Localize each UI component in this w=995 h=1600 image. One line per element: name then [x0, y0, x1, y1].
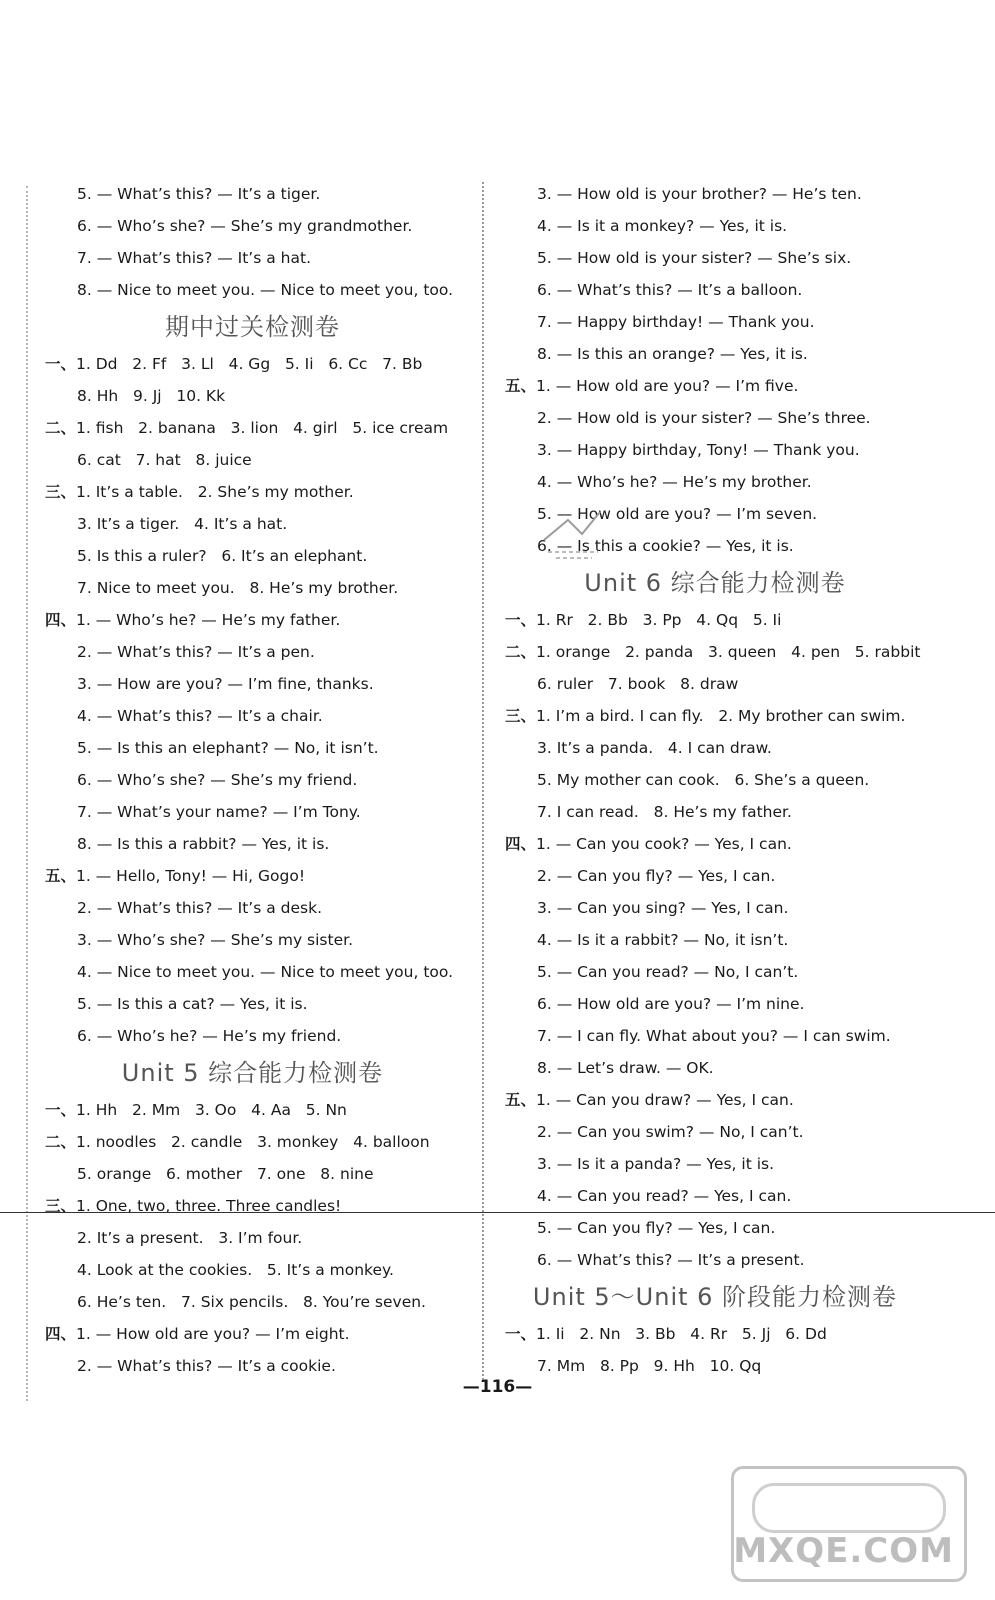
- answer-text: 4. — What’s this? — It’s a chair.: [77, 707, 323, 725]
- answer-line: [505, 860, 925, 892]
- answer-text: 5. — Can you read? — No, I can’t.: [537, 963, 799, 981]
- answer-line: [45, 668, 460, 700]
- stamp-mark-icon: [538, 500, 608, 570]
- answer-text: 2. It’s a present. 3. I’m four.: [77, 1229, 303, 1247]
- binding-margin-line: [26, 186, 28, 1401]
- answer-line: [505, 274, 925, 306]
- section-number: 一、: [45, 354, 77, 373]
- answer-text: 3. — Is it a panda? — Yes, it is.: [537, 1155, 775, 1173]
- answer-text: 6. — What’s this? — It’s a balloon.: [537, 281, 803, 299]
- answer-text: 8. — Let’s draw. — OK.: [537, 1059, 714, 1077]
- answer-line: [45, 732, 460, 764]
- answer-line: [45, 892, 460, 924]
- answer-line: [505, 668, 925, 700]
- answer-text: 8. Hh 9. Jj 10. Kk: [77, 387, 226, 405]
- answer-text: 6. — Who’s he? — He’s my friend.: [77, 1027, 342, 1045]
- answer-text: 6. cat 7. hat 8. juice: [77, 451, 252, 469]
- answer-line: [45, 1190, 460, 1222]
- answer-line: [505, 178, 925, 210]
- answer-line: [45, 956, 460, 988]
- answer-text: 1. I’m a bird. I can fly. 2. My brother can swim.: [536, 707, 906, 725]
- section-number: 四、: [45, 610, 77, 629]
- section-number: 二、: [45, 418, 77, 437]
- answer-line: [45, 700, 460, 732]
- answer-text: 5. orange 6. mother 7. one 8. nine: [77, 1165, 374, 1183]
- section-heading: 期中过关检测卷: [165, 313, 340, 341]
- answer-text: 1. — Can you cook? — Yes, I can.: [536, 835, 792, 853]
- answer-text: 5. — How old is your sister? — She’s six.: [537, 249, 852, 267]
- answer-line: [45, 444, 460, 476]
- section-number: 三、: [45, 482, 77, 501]
- answer-line: [45, 796, 460, 828]
- answer-line: [45, 1158, 460, 1190]
- answer-line: [45, 210, 460, 242]
- answer-line: [505, 1244, 925, 1276]
- answer-line: [45, 508, 460, 540]
- answer-line: [45, 604, 460, 636]
- answer-text: 5. — Is this an elephant? — No, it isn’t.: [77, 739, 379, 757]
- answer-text: 5. Is this a ruler? 6. It’s an elephant.: [77, 547, 368, 565]
- answer-text: 1. fish 2. banana 3. lion 4. girl 5. ice cream: [76, 419, 449, 437]
- answer-text: 5. — Can you fly? — Yes, I can.: [537, 1219, 776, 1237]
- section-number: 五、: [45, 866, 77, 885]
- answer-text: 2. — What’s this? — It’s a pen.: [77, 643, 315, 661]
- scan-artifact-line: [0, 1212, 995, 1213]
- answer-text: 4. — Who’s he? — He’s my brother.: [537, 473, 812, 491]
- answer-text: 1. Hh 2. Mm 3. Oo 4. Aa 5. Nn: [76, 1101, 347, 1119]
- answer-line: [505, 1116, 925, 1148]
- answer-text: 8. — Nice to meet you. — Nice to meet you, too.: [77, 281, 454, 299]
- answer-text: 5. My mother can cook. 6. She’s a queen.: [537, 771, 870, 789]
- answer-text: 6. He’s ten. 7. Six pencils. 8. You’re seven.: [77, 1293, 426, 1311]
- answer-text: 5. — How old are you? — I’m seven.: [537, 505, 818, 523]
- answer-text: 7. — What’s your name? — I’m Tony.: [77, 803, 361, 821]
- watermark-text: MXQE.COM: [733, 1531, 954, 1571]
- answer-line: [505, 604, 925, 636]
- answer-line: [45, 1286, 460, 1318]
- answer-text: 1. noodles 2. candle 3. monkey 4. balloon: [76, 1133, 430, 1151]
- answer-text: 6. — Who’s she? — She’s my friend.: [77, 771, 358, 789]
- answer-text: 3. It’s a tiger. 4. It’s a hat.: [77, 515, 288, 533]
- answer-line: [505, 1318, 925, 1350]
- answer-text: 6. — Is this a cookie? — Yes, it is.: [537, 537, 794, 555]
- answer-text: 7. Nice to meet you. 8. He’s my brother.: [77, 579, 399, 597]
- answer-text: 2. — How old is your sister? — She’s three.: [537, 409, 871, 427]
- answer-text: 3. — How are you? — I’m fine, thanks.: [77, 675, 374, 693]
- answer-text: 8. — Is this an orange? — Yes, it is.: [537, 345, 808, 363]
- page-number: —116—: [462, 1377, 533, 1397]
- section-number: 四、: [505, 834, 537, 853]
- answer-text: 3. — Happy birthday, Tony! — Thank you.: [537, 441, 860, 459]
- left-column: [45, 178, 460, 1382]
- answer-line: [505, 434, 925, 466]
- answer-line: [45, 636, 460, 668]
- answer-text: 1. One, two, three. Three candles!: [76, 1197, 342, 1215]
- answer-line: [505, 242, 925, 274]
- answer-line: [505, 636, 925, 668]
- answer-text: 1. — How old are you? — I’m eight.: [76, 1325, 350, 1343]
- answer-line: [505, 1020, 925, 1052]
- answer-line: [45, 1094, 460, 1126]
- answer-line: [505, 988, 925, 1020]
- answer-text: 1. — How old are you? — I’m five.: [536, 377, 799, 395]
- right-column: [505, 178, 925, 1382]
- answer-line: [45, 380, 460, 412]
- answer-text: 2. — What’s this? — It’s a desk.: [77, 899, 323, 917]
- answer-line: [505, 1212, 925, 1244]
- answer-line: [45, 348, 460, 380]
- answer-line: [45, 274, 460, 306]
- answer-text: 4. — Is it a monkey? — Yes, it is.: [537, 217, 788, 235]
- answer-line: [505, 1148, 925, 1180]
- answer-line: [45, 1020, 460, 1052]
- section-number: 五、: [505, 1090, 537, 1109]
- answer-text: 5. — What’s this? — It’s a tiger.: [77, 185, 321, 203]
- section-number: 一、: [45, 1100, 77, 1119]
- answer-text: 1. It’s a table. 2. She’s my mother.: [76, 483, 354, 501]
- section-heading: Unit 6 综合能力检测卷: [584, 569, 846, 597]
- answer-text: 7. — What’s this? — It’s a hat.: [77, 249, 311, 267]
- answer-text: 2. — What’s this? — It’s a cookie.: [77, 1357, 336, 1375]
- answer-line: [45, 476, 460, 508]
- answer-line: [45, 860, 460, 892]
- answer-text: 2. — Can you swim? — No, I can’t.: [537, 1123, 804, 1141]
- answer-text: 3. — Can you sing? — Yes, I can.: [537, 899, 789, 917]
- answer-text: 1. — Who’s he? — He’s my father.: [76, 611, 341, 629]
- answer-line: [505, 700, 925, 732]
- answer-text: 6. ruler 7. book 8. draw: [537, 675, 739, 693]
- answer-text: 1. Rr 2. Bb 3. Pp 4. Qq 5. Ii: [536, 611, 782, 629]
- answer-line: [505, 956, 925, 988]
- answer-line: [505, 402, 925, 434]
- answer-line: [45, 178, 460, 210]
- answer-line: [505, 1084, 925, 1116]
- answer-line: [45, 828, 460, 860]
- section-number: 三、: [505, 706, 537, 725]
- section-number: 一、: [505, 1324, 537, 1343]
- answer-line: [505, 210, 925, 242]
- answer-text: 4. — Nice to meet you. — Nice to meet you, too.: [77, 963, 454, 981]
- answer-line: [505, 338, 925, 370]
- answer-text: 3. — How old is your brother? — He’s ten.: [537, 185, 862, 203]
- answer-text: 1. — Hello, Tony! — Hi, Gogo!: [76, 867, 306, 885]
- section-number: 二、: [45, 1132, 77, 1151]
- answer-text: 1. Ii 2. Nn 3. Bb 4. Rr 5. Jj 6. Dd: [536, 1325, 827, 1343]
- answer-text: 8. — Is this a rabbit? — Yes, it is.: [77, 835, 330, 853]
- answer-text: 7. — Happy birthday! — Thank you.: [537, 313, 815, 331]
- answer-line: [505, 466, 925, 498]
- answer-line: [505, 1180, 925, 1212]
- answer-line: [505, 306, 925, 338]
- answer-line: [505, 828, 925, 860]
- answer-line: [45, 1254, 460, 1286]
- answer-line: [45, 1318, 460, 1350]
- answer-line: [505, 732, 925, 764]
- answer-line: [505, 892, 925, 924]
- answer-text: 6. — How old are you? — I’m nine.: [537, 995, 805, 1013]
- answer-text: 3. It’s a panda. 4. I can draw.: [537, 739, 772, 757]
- answer-text: 7. Mm 8. Pp 9. Hh 10. Qq: [537, 1357, 762, 1375]
- answer-line: [45, 924, 460, 956]
- answer-text: 1. — Can you draw? — Yes, I can.: [536, 1091, 794, 1109]
- answer-text: 6. — What’s this? — It’s a present.: [537, 1251, 805, 1269]
- answer-line: [505, 796, 925, 828]
- section-number: 四、: [45, 1324, 77, 1343]
- answer-line: [505, 370, 925, 402]
- answer-text: 4. — Is it a rabbit? — No, it isn’t.: [537, 931, 789, 949]
- answer-text: 1. orange 2. panda 3. queen 4. pen 5. rabbit: [536, 643, 921, 661]
- answer-line: [45, 1126, 460, 1158]
- section-number: 三、: [45, 1196, 77, 1215]
- column-divider: [482, 182, 484, 1380]
- answer-text: 7. I can read. 8. He’s my father.: [537, 803, 792, 821]
- answer-line: [45, 412, 460, 444]
- answer-text: 4. Look at the cookies. 5. It’s a monkey.: [77, 1261, 394, 1279]
- answer-line: [45, 572, 460, 604]
- answer-text: 2. — Can you fly? — Yes, I can.: [537, 867, 776, 885]
- answer-text: 4. — Can you read? — Yes, I can.: [537, 1187, 792, 1205]
- answer-line: [45, 540, 460, 572]
- section-heading: Unit 5 综合能力检测卷: [121, 1059, 384, 1087]
- answer-line: [45, 1222, 460, 1254]
- answer-text: 5. — Is this a cat? — Yes, it is.: [77, 995, 308, 1013]
- answer-line: [505, 764, 925, 796]
- answer-line: [45, 988, 460, 1020]
- answer-line: [45, 764, 460, 796]
- section-number: 五、: [505, 376, 537, 395]
- answer-line: [45, 242, 460, 274]
- answer-line: [505, 924, 925, 956]
- section-heading: Unit 5～Unit 6 阶段能力检测卷: [532, 1283, 898, 1311]
- answer-text: 1. Dd 2. Ff 3. Ll 4. Gg 5. Ii 6. Cc 7. Bb: [76, 355, 423, 373]
- watermark-badge-icon: [752, 1483, 946, 1533]
- answer-text: 7. — I can fly. What about you? — I can swim.: [537, 1027, 891, 1045]
- section-number: 一、: [505, 610, 537, 629]
- answer-text: 3. — Who’s she? — She’s my sister.: [77, 931, 353, 949]
- watermark-logo: [731, 1466, 967, 1582]
- section-number: 二、: [505, 642, 537, 661]
- answer-text: 6. — Who’s she? — She’s my grandmother.: [77, 217, 413, 235]
- answer-line: [505, 1052, 925, 1084]
